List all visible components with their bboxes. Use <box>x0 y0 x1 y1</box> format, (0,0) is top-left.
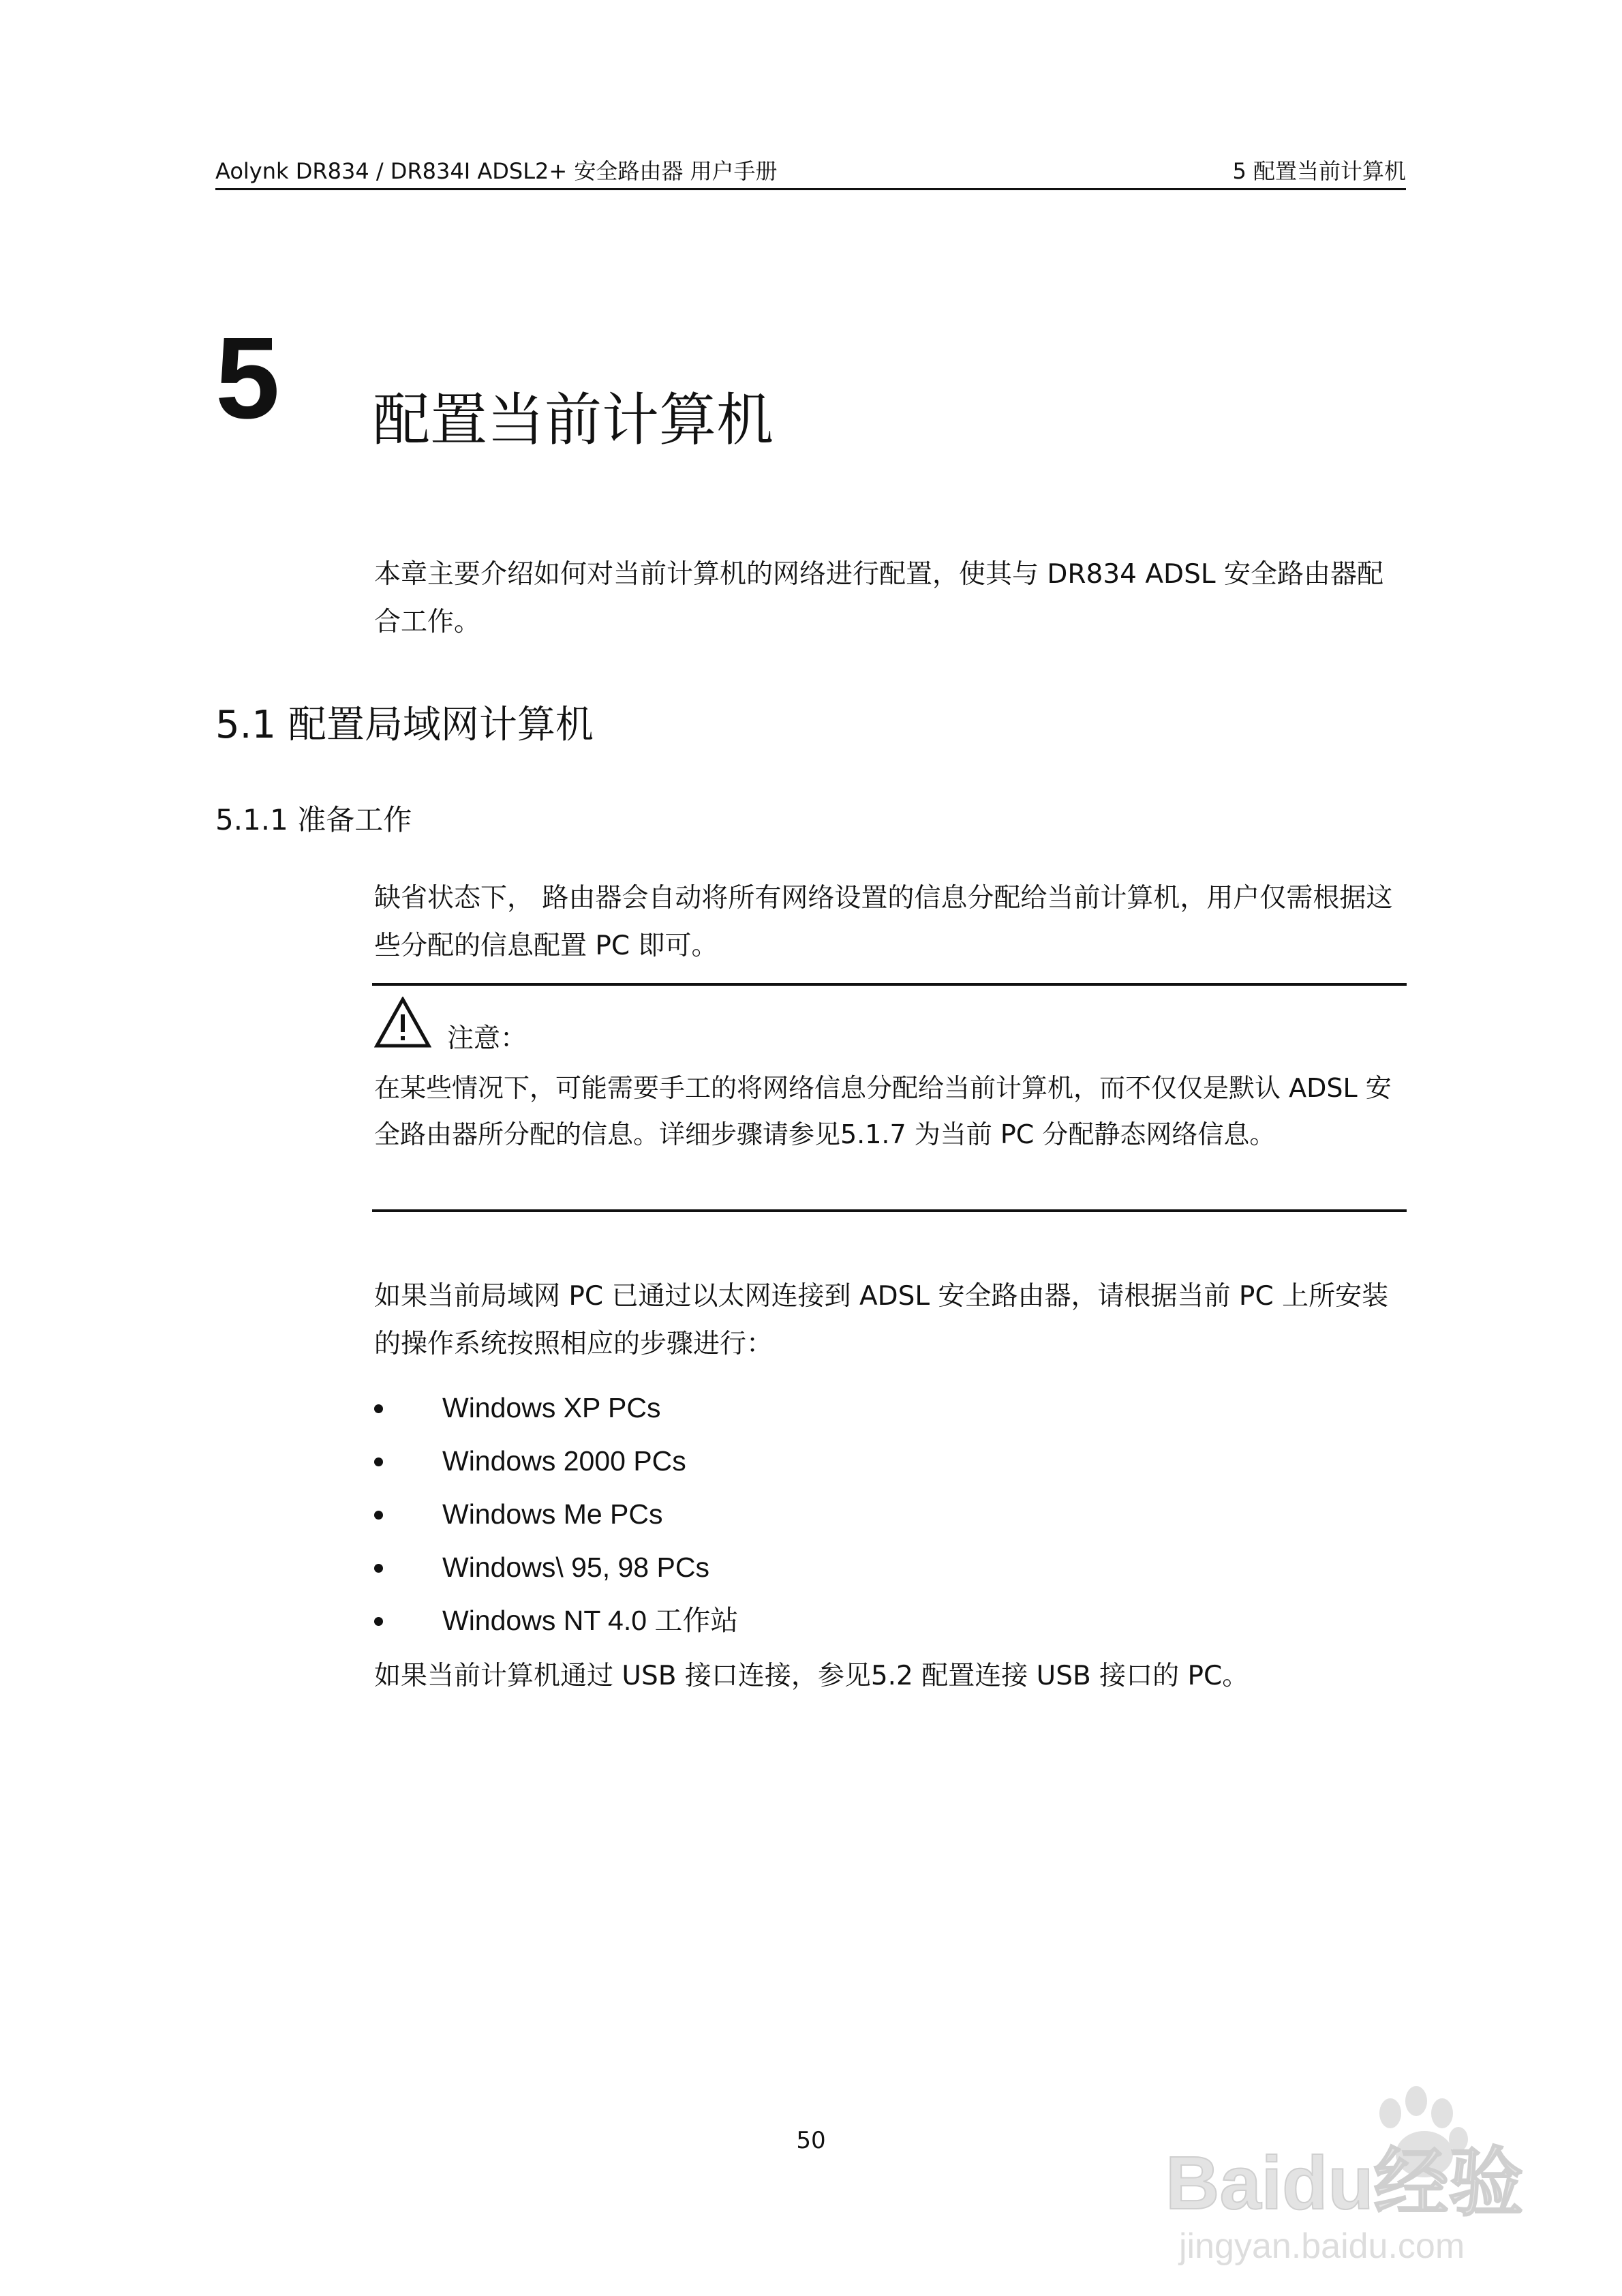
bullet-icon <box>374 1617 383 1626</box>
chapter-number: 5 <box>215 314 280 443</box>
watermark-brand: Baidu经验 <box>1165 2141 1524 2225</box>
bullet-icon <box>374 1511 383 1520</box>
list-item: Windows NT 4.0 工作站 <box>374 1594 1407 1647</box>
header-chapter-title: 5 配置当前计算机 <box>1232 158 1406 184</box>
baidu-watermark-logo <box>1159 2072 1527 2277</box>
note-body: 在某些情况下，可能需要手工的将网络信息分配给当前计算机，而不仅仅是默认 ADSL 安全路由器所分配的信息。详细步骤请参见5.1.7 为当前 PC 分配静态网络信息。 <box>374 1073 1392 1149</box>
page-number: 50 <box>796 2127 826 2154</box>
bullet-icon <box>374 1404 383 1413</box>
note-top-rule <box>372 983 1407 986</box>
subsection-heading: 5.1.1 准备工作 <box>215 803 412 836</box>
bullet-icon <box>374 1564 383 1573</box>
bullet-icon <box>374 1457 383 1466</box>
watermark-url: jingyan.baidu.com <box>1179 2226 1465 2266</box>
list-item: Windows 2000 PCs <box>374 1434 1407 1487</box>
section-heading: 5.1 配置局域网计算机 <box>215 703 594 747</box>
chapter-intro: 本章主要介绍如何对当前计算机的网络进行配置，使其与 DR834 ADSL 安全路由器配合工作。 <box>374 559 1383 637</box>
prep-paragraph: 缺省状态下， 路由器会自动将所有网络设置的信息分配给当前计算机，用户仅需根据这些分配的信息配置 PC 即可。 <box>374 883 1393 961</box>
note-label: 注意： <box>447 1023 527 1054</box>
warning-triangle-icon <box>374 997 431 1048</box>
os-list <box>374 1381 1407 1647</box>
header-doc-title: Aolynk DR834 / DR834I ADSL2+ 安全路由器 用户手册 <box>215 158 778 184</box>
note-bottom-rule <box>372 1209 1407 1212</box>
list-item: Windows Me PCs <box>374 1487 1407 1541</box>
list-item: Windows\ 95, 98 PCs <box>374 1541 1407 1594</box>
usb-paragraph: 如果当前计算机通过 USB 接口连接，参见5.2 配置连接 USB 接口的 PC。 <box>374 1661 1249 1691</box>
header-rule <box>215 188 1406 190</box>
chapter-title: 配置当前计算机 <box>373 387 774 453</box>
list-item: Windows XP PCs <box>374 1381 1407 1434</box>
lan-paragraph: 如果当前局域网 PC 已通过以太网连接到 ADSL 安全路由器，请根据当前 PC 上所安装的操作系统按照相应的步骤进行： <box>374 1281 1389 1359</box>
